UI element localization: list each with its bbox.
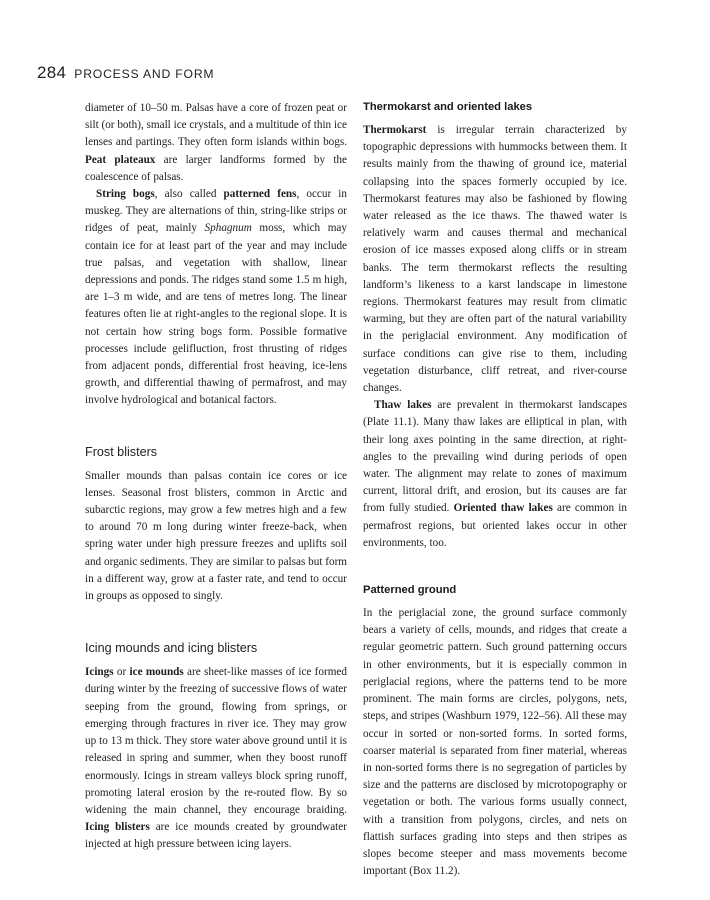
- heading-thermokarst: Thermokarst and oriented lakes: [363, 101, 533, 113]
- page-header: [37, 63, 214, 83]
- paragraph-icings: Icings or ice mounds are sheet-like masses of ice formed during winter by the freezing of successive flows of water seeping from the ground, flowing from springs, or emerging through fractures in river ice. They may grow up to 13 m thick. They store water above ground until it is released in spring and summer, when they boost runoff enormously. Icings in stream valleys block spring runoff, promoting lateral erosion by the re-routed flow. By so widening the main channel, they encourage braiding. Icing blisters are ice mounds created by groundwater injected at high pressure between icing layers.: [85, 666, 347, 851]
- paragraph-thaw-lakes: Thaw lakes are prevalent in thermokarst landscapes (Plate 11.1). Many thaw lakes are elliptical in plan, with their long axes pointing in the same direction, at right-angles to the prevailing wind during periods of open water. The alignment may relate to zones of maximum current, littoral drift, and erosion, but its causes are far from fully studied. Oriented thaw lakes are common in permafrost regions, but oriented lakes occur in other environments, too.: [363, 399, 628, 549]
- heading-icing-mounds: Icing mounds and icing blisters: [85, 641, 258, 656]
- left-column: [85, 100, 347, 854]
- page-number: 284: [37, 63, 67, 82]
- paragraph-string-bogs: String bogs, also called patterned fens, occur in muskeg. They are alternations of thin, string-like strips or ridges of peat, mainly Sphagnum moss, which may contain ice for at least part of the year and may include true palsas, and vegetation with shallow, linear depressions and ponds. The ridges stand some 1.5 m high, are 1–3 m wide, and are tens of metres long. The linear features often lie at right-angles to the regional slope. It is not certain how string bogs form. Possible formative processes include gelifluction, frost thrusting of ridges from adjacent ponds, differential frost heaving, ice-lens growth, and differential thawing of permafrost, and may involve hydrological and botanical factors.: [85, 188, 348, 407]
- heading-frost-blisters: Frost blisters: [85, 444, 158, 459]
- paragraph-palsas: diameter of 10–50 m. Palsas have a core of frozen peat or silt (or both), small ice crystals, and a multitude of thin ice lenses and partings. They often form islands within bogs. Peat plateaux are larger landforms formed by the coalescence of palsas.: [85, 102, 347, 183]
- paragraph-thermokarst: Thermokarst is irregular terrain characterized by topographic depressions with hummocks between them. It results mainly from the thawing of ground ice, material collapsing into the spaces formerly occupied by ice. Thermokarst features may also be fashioned by flowing water released as the ice thaws. The thawed water is relatively warm and causes thermal and mechanical erosion of ice masses exposed along cliffs or in stream banks. The term thermokarst reflects the resulting landform’s likeness to a karst landscape in limestone regions. Thermokarst features may result from climatic warming, but they are often part of the natural variability in the periglacial environment. Any modification of surface conditions can give rise to them, including vegetation disturbance, cliff retreat, and river-course changes.: [363, 124, 627, 395]
- paragraph-patterned-ground: In the periglacial zone, the ground surface commonly bears a variety of cells, mounds, and ridges that create a regular geometric pattern. Such ground patterning occurs in other environments, but it is especially common in periglacial regions, where the patterns tend to be more prominent. The main forms are circles, polygons, nets, steps, and stripes (Washburn 1979, 122–56). All these may occur in sorted or non-sorted forms. In sorted forms, coarser material is separated from finer material, whereas in non-sorted forms there is no segregation of particles by size and the patterns are disclosed by microtopography or vegetation or both. The various forms usually connect, with a transition from polygons, circles, and nets on flattish surfaces grading into steps and then stripes as slopes become steeper and mass movements become important (Box 11.2).: [363, 607, 627, 878]
- running-head: PROCESS AND FORM: [74, 67, 215, 81]
- paragraph-frost-blisters: Smaller mounds than palsas contain ice cores or ice lenses. Seasonal frost blisters, common in Arctic and subarctic regions, may grow a few metres high and a few to around 70 m long during winter freeze-back, when spring water under high pressure freezes and uplifts soil and organic sediments. They are similar to palsas but form in a different way, grow at a faster rate, and tend to occur in groups as opposed to singly.: [85, 469, 347, 603]
- heading-patterned-ground: Patterned ground: [363, 584, 457, 597]
- right-column: [363, 100, 627, 880]
